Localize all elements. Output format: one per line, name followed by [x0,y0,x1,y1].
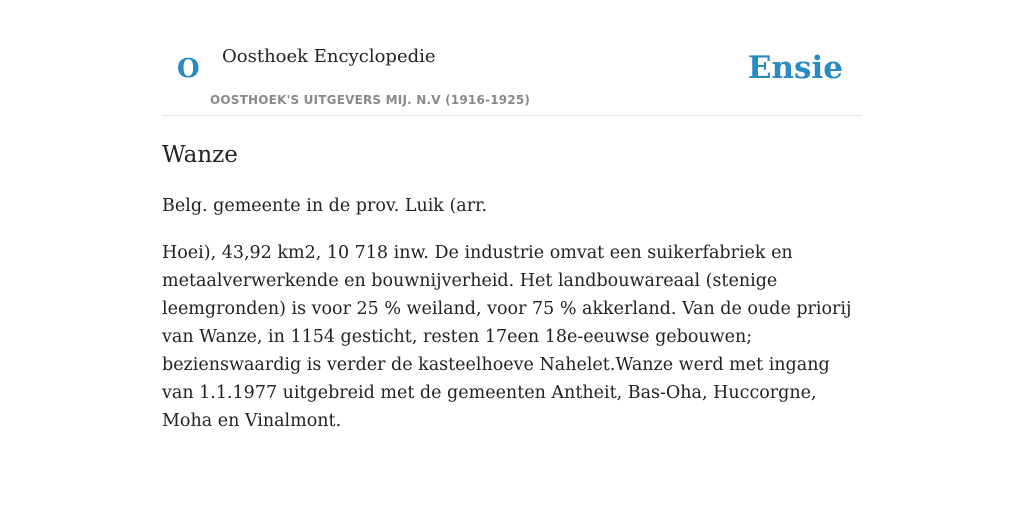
article-title: Wanze [162,142,238,168]
ensie-brand-link[interactable]: Ensie [747,50,843,86]
site-header [162,42,862,116]
encyclopedia-title-link[interactable]: Oosthoek Encyclopedie [222,46,436,67]
page [162,0,862,435]
article-paragraph: Belg. gemeente in de prov. Luik (arr. [162,196,488,216]
publisher-subtitle: OOSTHOEK'S UITGEVERS MIJ. N.V (1916-1925) [210,93,531,107]
encyclopedia-logo[interactable]: O [177,54,200,84]
article-paragraph: Hoei), 43,92 km2, 10 718 inw. De industrie omvat een suikerfabriek en metaalverwerkende en bouwnijverheid. Het landbouwareaal (stenige leemgronden) is voor 25 % weiland, voor 75 % akkerland. Van de oude priorij van Wanze, in 1154 gesticht, resten 17een 18e-eeuwse gebouwen; bezienswaardig is verder de kasteelhoeve Nahelet.Wanze werd met ingang van 1.1.1977 uitgebreid met de gemeenten Antheit, Bas-Oha, Huccorgne, Moha en Vinalmont. [162,243,852,431]
